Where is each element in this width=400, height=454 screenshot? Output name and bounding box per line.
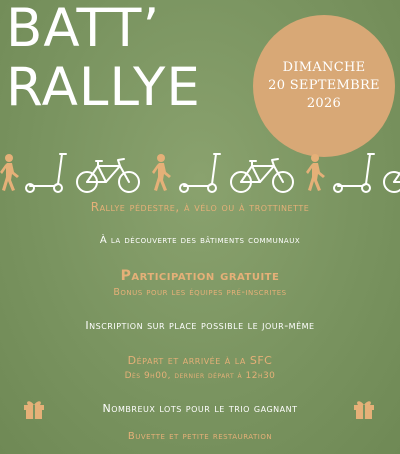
bicycle-icon: [77, 159, 139, 192]
event-title: [6, 0, 201, 118]
participation-heading: Participation gratuite: [120, 268, 280, 284]
gift-icon: [352, 396, 376, 420]
bicycle-icon: [384, 159, 400, 192]
date-date: 20 SEPTEMBRE: [268, 78, 380, 93]
date-day: DIMANCHE: [282, 60, 366, 75]
scooter-icon: [26, 154, 66, 192]
bicycle-icon: [231, 159, 293, 192]
walker-icon: [0, 154, 19, 191]
event-subtitle: Rallye pédestre, à vélo ou à trottinette: [90, 200, 310, 214]
discovery-text: À la découverte des bâtiments communaux: [99, 235, 301, 246]
date-badge: [253, 15, 395, 157]
hours-text: Dès 9h00, dernier départ à 12h30: [124, 371, 276, 381]
prizes-text: Nombreux lots pour le trio gagnant: [102, 402, 298, 415]
transport-icons-row: [0, 146, 400, 196]
walker-icon: [152, 154, 171, 191]
date-year: 2026: [306, 96, 342, 111]
scooter-icon: [334, 154, 374, 192]
depart-text: Départ et arrivée à la SFC: [127, 354, 273, 367]
inscription-text: Inscription sur place possible le jour-même: [85, 319, 315, 332]
scooter-icon: [180, 154, 220, 192]
title-line-2: RALLYE: [6, 57, 201, 118]
bonus-text: Bonus pour les équipes pré-inscrites: [113, 287, 287, 298]
walker-icon: [306, 154, 325, 191]
title-line-1: BATT’: [6, 0, 161, 59]
buvette-text: Buvette et petite restauration: [127, 431, 273, 442]
